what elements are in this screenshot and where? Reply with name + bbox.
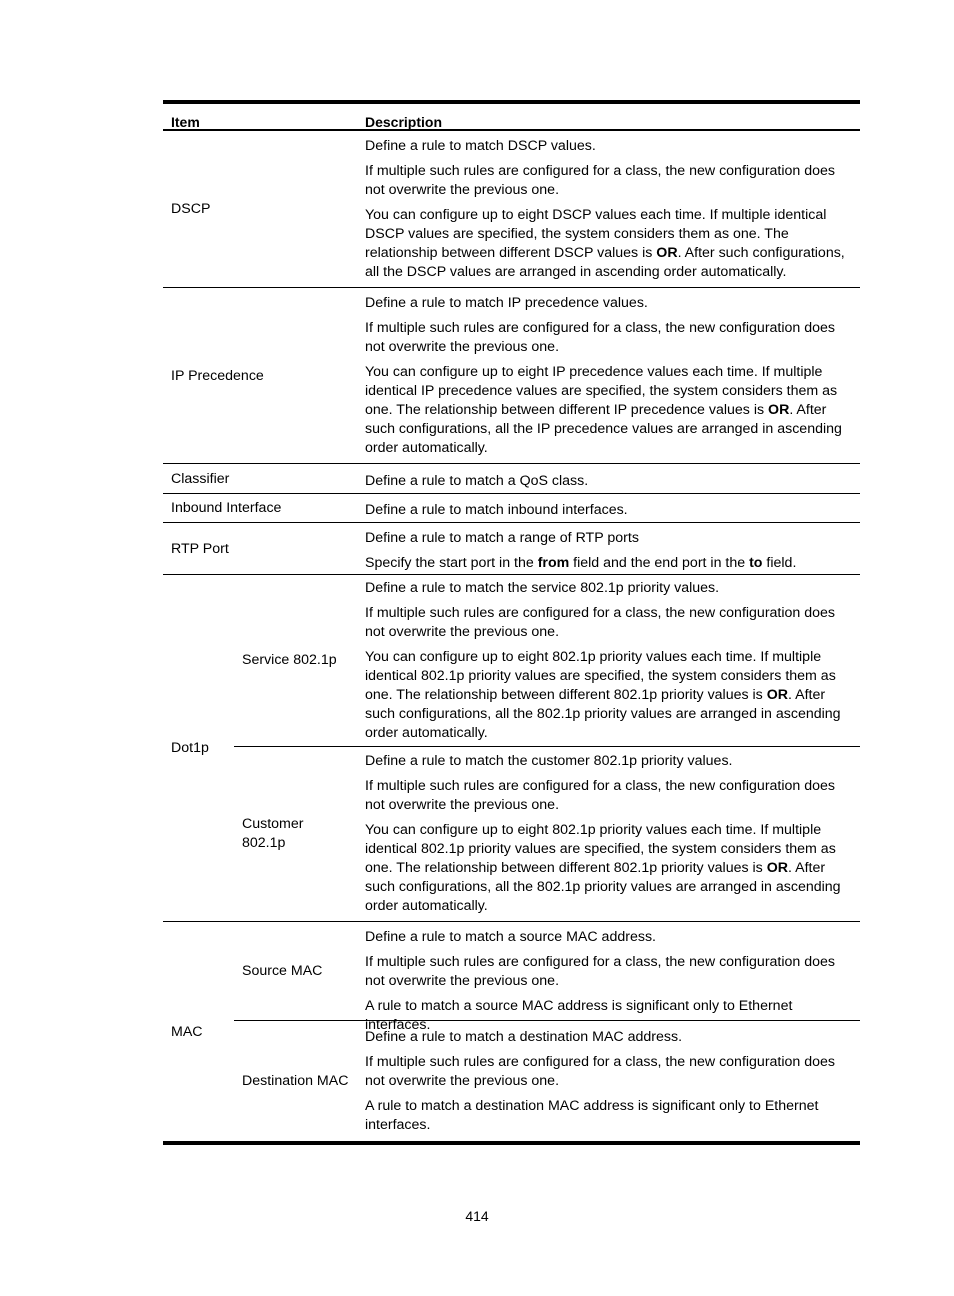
desc-text: If multiple such rules are configured for a class, the new configuration does not overwrite the previous one. xyxy=(365,954,836,989)
desc-destination-mac xyxy=(365,1021,860,1141)
item-dot1p: Dot1p xyxy=(171,740,209,756)
subrow-destination-mac xyxy=(234,1021,860,1141)
desc-source-mac xyxy=(365,922,860,1033)
desc-text: Define a rule to match a range of RTP ports xyxy=(365,530,639,546)
table-header xyxy=(163,104,860,131)
desc-text: If multiple such rules are configured for a class, the new configuration does not overwrite the previous one. xyxy=(365,605,836,640)
desc-inbound-interface xyxy=(365,494,860,522)
desc-text: Define a rule to match a QoS class. xyxy=(365,473,589,489)
table-row-dot1p xyxy=(163,575,860,922)
header-item: Item xyxy=(171,114,200,130)
subrow-service-8021p xyxy=(234,575,860,747)
item-inbound-interface: Inbound Interface xyxy=(171,500,282,516)
subrow-source-mac xyxy=(234,922,860,1033)
desc-text: You can configure up to eight 802.1p priority values each time. If multiple identical 802.1p priority values are specified, the system considers them as one. The relationship between different 802.1p priority values is OR. After such configurations, all the 802.1p priority values are arranged in ascending order automatically. xyxy=(365,822,841,914)
desc-text: Define a rule to match a destination MAC address. xyxy=(365,1029,683,1045)
item-customer-8021p: Customer 802.1p xyxy=(242,816,304,851)
item-service-8021p: Service 802.1p xyxy=(242,652,337,668)
desc-customer-8021p xyxy=(365,747,860,921)
item-classifier: Classifier xyxy=(171,470,230,487)
desc-text: Specify the start port in the from field and the end port in the to field. xyxy=(365,555,797,571)
item-rtp-port: RTP Port xyxy=(171,540,229,557)
item-dscp: DSCP xyxy=(171,201,211,217)
desc-text: Define a rule to match inbound interfaces. xyxy=(365,502,628,518)
table-row-ip-precedence xyxy=(163,288,860,464)
desc-text: A rule to match a source MAC address is significant only to Ethernet interfaces. xyxy=(365,998,793,1033)
desc-text: Define a rule to match the customer 802.1p priority values. xyxy=(365,753,733,769)
desc-ip-precedence xyxy=(365,288,860,463)
item-source-mac: Source MAC xyxy=(242,962,323,979)
desc-text: Define a rule to match DSCP values. xyxy=(365,138,596,154)
desc-text: Define a rule to match the service 802.1p priority values. xyxy=(365,580,720,596)
mac-subrows xyxy=(234,922,860,1141)
header-description: Description xyxy=(365,114,443,130)
dot1p-subrows xyxy=(234,575,860,921)
desc-rtp-port xyxy=(365,523,860,574)
table-row-classifier xyxy=(163,464,860,494)
item-ip-precedence: IP Precedence xyxy=(171,367,264,384)
item-destination-mac: Destination MAC xyxy=(242,1072,349,1089)
table-row-inbound-interface xyxy=(163,494,860,523)
desc-text: If multiple such rules are configured for a class, the new configuration does not overwrite the previous one. xyxy=(365,163,836,198)
desc-text: A rule to match a destination MAC address is significant only to Ethernet interfaces. xyxy=(365,1098,819,1133)
description-table xyxy=(163,100,860,1145)
desc-text: You can configure up to eight IP precedence values each time. If multiple identical IP precedence values are specified, the system considers them as one. The relationship between different IP precedence values is OR. After such configurations, all the IP precedence values are arranged in ascending order automatically. xyxy=(365,364,842,456)
table-row-dscp xyxy=(163,131,860,288)
desc-text: If multiple such rules are configured for a class, the new configuration does not overwrite the previous one. xyxy=(365,320,836,355)
desc-dscp xyxy=(365,131,860,287)
desc-classifier xyxy=(365,464,860,493)
desc-text: Define a rule to match IP precedence values. xyxy=(365,295,648,311)
subrow-customer-8021p xyxy=(234,747,860,921)
desc-text: You can configure up to eight DSCP values each time. If multiple identical DSCP values are specified, the system considers them as one. The relationship between different DSCP values is OR. After such configurations, all the DSCP values are arranged in ascending order automatically. xyxy=(365,207,845,280)
page-number: 414 xyxy=(465,1208,489,1224)
table-row-mac xyxy=(163,922,860,1145)
desc-text: You can configure up to eight 802.1p priority values each time. If multiple identical 802.1p priority values are specified, the system considers them as one. The relationship between different 802.1p priority values is OR. After such configurations, all the 802.1p priority values are arranged in ascending order automatically. xyxy=(365,649,841,741)
desc-service-8021p xyxy=(365,575,860,746)
desc-text: Define a rule to match a source MAC address. xyxy=(365,929,656,945)
table-row-rtp-port xyxy=(163,523,860,575)
desc-text: If multiple such rules are configured for a class, the new configuration does not overwrite the previous one. xyxy=(365,778,836,813)
desc-text: If multiple such rules are configured for a class, the new configuration does not overwrite the previous one. xyxy=(365,1054,836,1089)
item-mac: MAC xyxy=(171,1023,203,1040)
